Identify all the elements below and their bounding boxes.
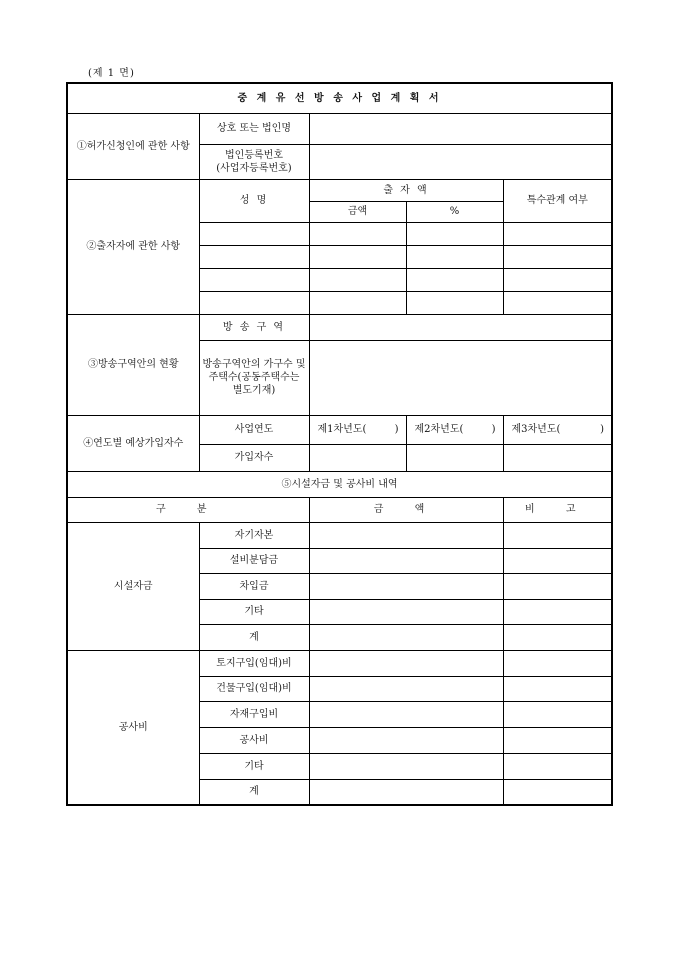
facility-item-amount bbox=[309, 573, 503, 599]
year1-suffix: ) bbox=[394, 424, 399, 435]
registration-number-label bbox=[199, 144, 309, 179]
facility-item-note bbox=[503, 573, 612, 599]
year1-header bbox=[309, 415, 406, 444]
page-number-label: (제 1 면) bbox=[88, 68, 135, 79]
construction-item-amount bbox=[309, 753, 503, 779]
construction-total-amount bbox=[309, 779, 503, 805]
construction-item-note bbox=[503, 753, 612, 779]
households-label: 방송구역안의 가구수 및 주택수(공동주택수는 별도기재) bbox=[199, 340, 309, 415]
year3-header bbox=[503, 415, 612, 444]
broadcast-area-value bbox=[309, 314, 612, 340]
construction-item-amount bbox=[309, 701, 503, 727]
section3-label: ③방송구역안의 현황 bbox=[67, 314, 199, 415]
facility-item-label: 자기자본 bbox=[199, 522, 309, 548]
construction-item-label: 자재구입비 bbox=[199, 701, 309, 727]
note-header: 비 고 bbox=[503, 497, 612, 522]
subscribers-label: 가입자수 bbox=[199, 444, 309, 471]
facility-item-amount bbox=[309, 522, 503, 548]
investor-percent-cell bbox=[406, 222, 503, 245]
investor-relation-cell bbox=[503, 222, 612, 245]
construction-total-label: 계 bbox=[199, 779, 309, 805]
business-name-label: 상호 또는 법인명 bbox=[199, 113, 309, 144]
relation-header: 특수관계 여부 bbox=[503, 179, 612, 222]
facility-fund-group: 시설자금 bbox=[67, 522, 199, 650]
construction-item-note bbox=[503, 650, 612, 676]
construction-item-label: 토지구입(임대)비 bbox=[199, 650, 309, 676]
year3-subscribers-value bbox=[503, 444, 612, 471]
business-year-label: 사업연도 bbox=[199, 415, 309, 444]
investor-name-cell bbox=[199, 245, 309, 268]
investor-name-cell bbox=[199, 268, 309, 291]
facility-total-note bbox=[503, 624, 612, 650]
investor-relation-cell bbox=[503, 291, 612, 314]
investment-header: 출 자 액 bbox=[309, 179, 503, 201]
facility-item-note bbox=[503, 599, 612, 624]
facility-item-label: 설비분담금 bbox=[199, 548, 309, 573]
facility-item-amount bbox=[309, 548, 503, 573]
facility-item-label: 차입금 bbox=[199, 573, 309, 599]
construction-item-note bbox=[503, 701, 612, 727]
investor-name-cell bbox=[199, 291, 309, 314]
section5-label: ⑤시설자금 및 공사비 내역 bbox=[67, 471, 612, 497]
section2-label: ②출자자에 관한 사항 bbox=[67, 179, 199, 314]
section4-label: ④연도별 예상가입자수 bbox=[67, 415, 199, 471]
year2-header bbox=[406, 415, 503, 444]
investor-name-cell bbox=[199, 222, 309, 245]
section1-label: ①허가신청인에 관한 사항 bbox=[67, 113, 199, 179]
broadcast-area-label: 방 송 구 역 bbox=[199, 314, 309, 340]
construction-total-note bbox=[503, 779, 612, 805]
year2-prefix: 제2차년도( bbox=[414, 424, 464, 435]
facility-item-note bbox=[503, 548, 612, 573]
investor-amount-cell bbox=[309, 245, 406, 268]
year2-subscribers-value bbox=[406, 444, 503, 471]
year2-suffix: ) bbox=[491, 424, 496, 435]
investor-percent-cell bbox=[406, 268, 503, 291]
construction-item-amount bbox=[309, 650, 503, 676]
year1-prefix: 제1차년도( bbox=[317, 424, 367, 435]
business-name-value bbox=[309, 113, 612, 144]
form-title: 중 계 유 선 방 송 사 업 계 획 서 bbox=[67, 83, 612, 113]
investor-percent-cell bbox=[406, 291, 503, 314]
facility-total-amount bbox=[309, 624, 503, 650]
year3-suffix: ) bbox=[600, 424, 605, 435]
households-value bbox=[309, 340, 612, 415]
registration-number-value bbox=[309, 144, 612, 179]
category-header: 구 분 bbox=[67, 497, 309, 522]
construction-item-note bbox=[503, 727, 612, 753]
construction-cost-group: 공사비 bbox=[67, 650, 199, 805]
construction-item-label: 기타 bbox=[199, 753, 309, 779]
investor-name-header: 성 명 bbox=[199, 179, 309, 222]
investment-amount-header: 금액 bbox=[309, 201, 406, 222]
facility-item-label: 기타 bbox=[199, 599, 309, 624]
investor-relation-cell bbox=[503, 268, 612, 291]
facility-item-amount bbox=[309, 599, 503, 624]
construction-item-label: 공사비 bbox=[199, 727, 309, 753]
construction-item-label: 건물구입(임대)비 bbox=[199, 676, 309, 701]
broadcast-business-plan-form bbox=[66, 82, 613, 806]
investor-percent-cell bbox=[406, 245, 503, 268]
facility-total-label: 계 bbox=[199, 624, 309, 650]
investor-amount-cell bbox=[309, 222, 406, 245]
investor-amount-cell bbox=[309, 291, 406, 314]
amount-header: 금 액 bbox=[309, 497, 503, 522]
facility-item-note bbox=[503, 522, 612, 548]
investment-percent-header: % bbox=[406, 201, 503, 222]
year3-prefix: 제3차년도( bbox=[511, 424, 561, 435]
investor-amount-cell bbox=[309, 268, 406, 291]
investor-relation-cell bbox=[503, 245, 612, 268]
construction-item-amount bbox=[309, 727, 503, 753]
construction-item-note bbox=[503, 676, 612, 701]
year1-subscribers-value bbox=[309, 444, 406, 471]
construction-item-amount bbox=[309, 676, 503, 701]
registration-number-label-sub: (사업자등록번호) bbox=[216, 162, 292, 174]
registration-number-label-main: 법인등록번호 bbox=[225, 149, 283, 161]
